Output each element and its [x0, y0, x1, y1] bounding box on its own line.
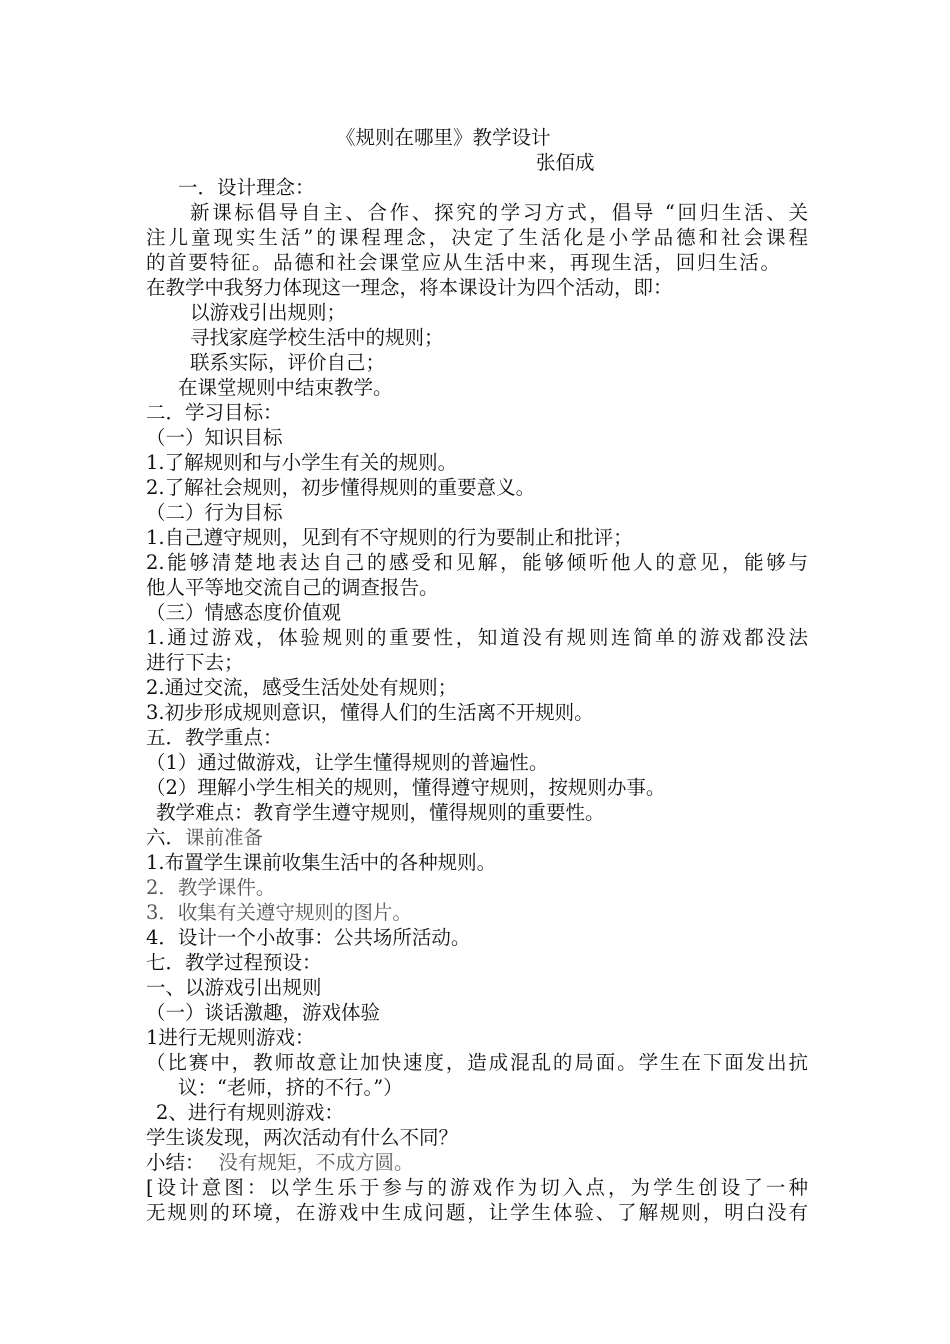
section-heading-learning-goals: 二．学习目标：	[146, 401, 283, 424]
list-item: 2.了解社会规则，初步懂得规则的重要意义。	[146, 476, 536, 499]
paragraph-line: 在教学中我努力体现这一理念，将本课设计为四个活动，即：	[146, 276, 673, 299]
subsection-heading: （三）情感态度价值观	[146, 601, 342, 624]
list-item: 2.能够清楚地表达自己的感受和见解，能够倾听他人的意见，能够与	[146, 551, 808, 574]
list-item: 1.通过游戏，体验规则的重要性，知道没有规则连简单的游戏都没法	[146, 626, 808, 649]
step-item: 1进行无规则游戏：	[146, 1026, 315, 1049]
note-line: （比赛中，教师故意让加快速度，造成混乱的局面。学生在下面发出抗	[146, 1051, 808, 1074]
step-item: 2、进行有规则游戏：	[156, 1101, 344, 1124]
activity-item: 联系实际，评价自己；	[190, 351, 386, 374]
list-item: （1）通过做游戏，让学生懂得规则的普遍性。	[146, 751, 549, 774]
note-line-continued: 议：“老师，挤的不行。”）	[178, 1076, 403, 1099]
activity-item: 在课堂规则中结束教学。	[178, 376, 393, 399]
activity-item: 以游戏引出规则；	[190, 301, 347, 324]
section-heading-key-points: 五．教学重点：	[146, 726, 283, 749]
paragraph-line: 的首要特征。品德和社会课堂应从生活中来，再现生活，回归生活。	[146, 251, 780, 274]
discussion-line: 学生谈发现，两次活动有什么不同？	[146, 1126, 459, 1149]
activity-item: 寻找家庭学校生活中的规则；	[190, 326, 444, 349]
paragraph-line: 新课标倡导自主、合作、探究的学习方式，倡导 “回归生活、关	[190, 201, 808, 224]
list-item-continued: 进行下去；	[146, 651, 244, 674]
paragraph-line: 注儿童现实生活”的课程理念，决定了生活化是小学品德和社会课程	[146, 226, 808, 249]
list-item-continued: 他人平等地交流自己的调查报告。	[146, 576, 439, 599]
summary-label: 小结：	[146, 1151, 205, 1174]
list-item: 3.初步形成规则意识，懂得人们的生活离不开规则。	[146, 701, 594, 724]
document-title: 《规则在哪里》教学设计	[336, 126, 551, 149]
summary-line	[146, 1151, 414, 1175]
section-heading-preparation: 六．课前准备	[146, 826, 264, 849]
design-intent-line: 无规则的环境，在游戏中生成问题，让学生体验、了解规则，明白没有	[146, 1201, 808, 1224]
list-item: 1.自己遵守规则，见到有不守规则的行为要制止和批评；	[146, 526, 633, 549]
design-intent-line: [设计意图：以学生乐于参与的游戏作为切入点，为学生创设了一种	[146, 1176, 808, 1199]
part-heading: 一、以游戏引出规则	[146, 976, 322, 999]
list-item: 2.通过交流，感受生活处处有规则；	[146, 676, 458, 699]
subsection-heading: （一）知识目标	[146, 426, 283, 449]
author-name: 张佰成	[536, 151, 595, 174]
teaching-difficulty: 教学难点：教育学生遵守规则，懂得规则的重要性。	[156, 801, 605, 824]
list-item: 3．收集有关遵守规则的图片。	[146, 901, 412, 924]
subsection-heading: （一）谈话激趣，游戏体验	[146, 1001, 381, 1024]
list-item: 2．教学课件。	[146, 876, 276, 899]
section-heading-design-concept: 一．设计理念：	[178, 176, 315, 199]
list-item: 4．设计一个小故事：公共场所活动。	[146, 926, 471, 949]
list-item: 1.了解规则和与小学生有关的规则。	[146, 451, 458, 474]
list-item: 1.布置学生课前收集生活中的各种规则。	[146, 851, 497, 874]
section-heading-process: 七．教学过程预设：	[146, 951, 322, 974]
subsection-heading: （二）行为目标	[146, 501, 283, 524]
list-item: （2）理解小学生相关的规则，懂得遵守规则，按规则办事。	[146, 776, 666, 799]
summary-text: 没有规矩，不成方圆。	[218, 1151, 414, 1174]
